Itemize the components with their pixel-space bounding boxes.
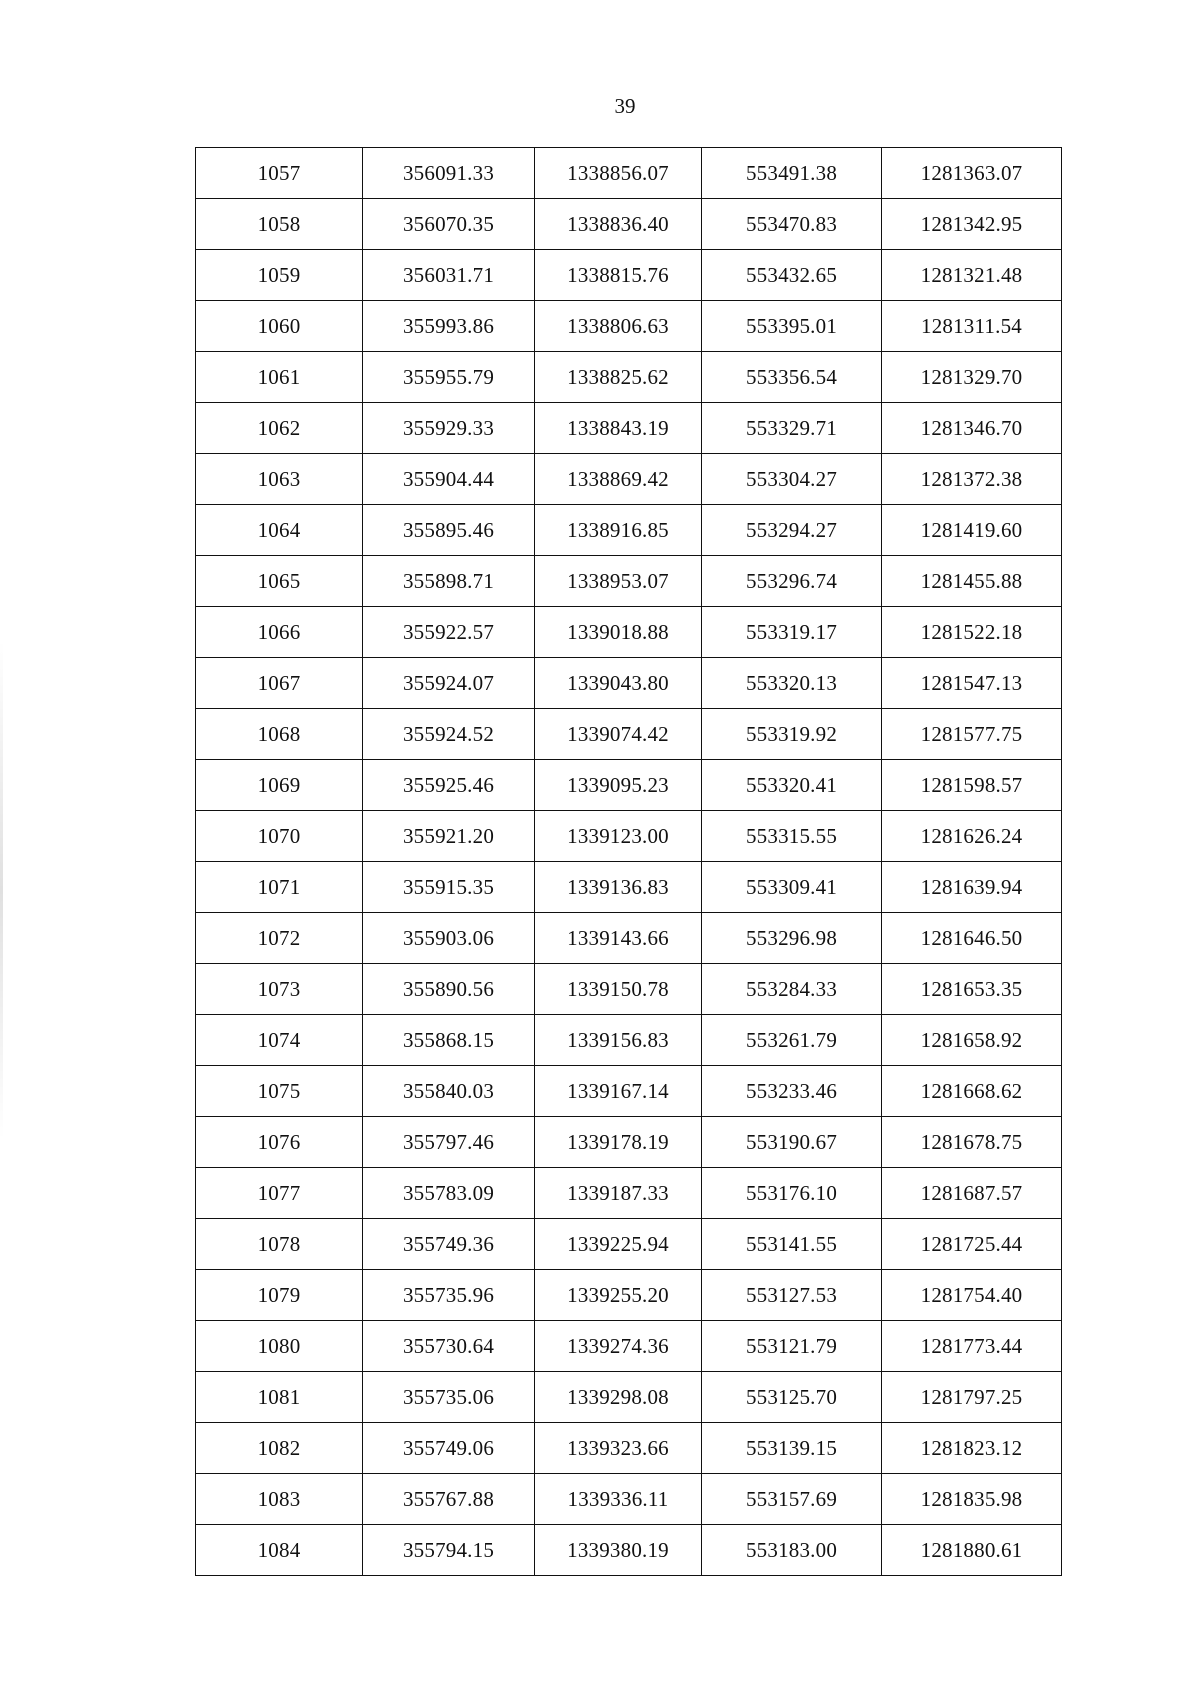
x1-cell: 355924.07 — [363, 658, 535, 709]
x2-cell: 553309.41 — [702, 862, 882, 913]
x1-cell: 355868.15 — [363, 1015, 535, 1066]
y2-cell: 1281678.75 — [882, 1117, 1062, 1168]
y1-cell: 1339136.83 — [535, 862, 702, 913]
x1-cell: 355915.35 — [363, 862, 535, 913]
point-id-cell: 1069 — [196, 760, 363, 811]
y2-cell: 1281653.35 — [882, 964, 1062, 1015]
table-row — [196, 1015, 1062, 1066]
y1-cell: 1339074.42 — [535, 709, 702, 760]
y2-cell: 1281658.92 — [882, 1015, 1062, 1066]
y2-cell: 1281687.57 — [882, 1168, 1062, 1219]
x1-cell: 355767.88 — [363, 1474, 535, 1525]
table-body — [196, 148, 1062, 1576]
y2-cell: 1281668.62 — [882, 1066, 1062, 1117]
x2-cell: 553319.17 — [702, 607, 882, 658]
table-row — [196, 760, 1062, 811]
x1-cell: 355890.56 — [363, 964, 535, 1015]
x1-cell: 355749.36 — [363, 1219, 535, 1270]
page-number: 39 — [614, 94, 636, 118]
y1-cell: 1338856.07 — [535, 148, 702, 199]
x1-cell: 355904.44 — [363, 454, 535, 505]
y2-cell: 1281311.54 — [882, 301, 1062, 352]
y2-cell: 1281455.88 — [882, 556, 1062, 607]
x2-cell: 553261.79 — [702, 1015, 882, 1066]
y1-cell: 1339323.66 — [535, 1423, 702, 1474]
x1-cell: 356091.33 — [363, 148, 535, 199]
table-row — [196, 556, 1062, 607]
point-id-cell: 1073 — [196, 964, 363, 1015]
y2-cell: 1281754.40 — [882, 1270, 1062, 1321]
point-id-cell: 1078 — [196, 1219, 363, 1270]
point-id-cell: 1068 — [196, 709, 363, 760]
table-row — [196, 505, 1062, 556]
y1-cell: 1339143.66 — [535, 913, 702, 964]
x2-cell: 553176.10 — [702, 1168, 882, 1219]
y2-cell: 1281321.48 — [882, 250, 1062, 301]
y1-cell: 1339187.33 — [535, 1168, 702, 1219]
point-id-cell: 1075 — [196, 1066, 363, 1117]
x1-cell: 355730.64 — [363, 1321, 535, 1372]
point-id-cell: 1060 — [196, 301, 363, 352]
x2-cell: 553190.67 — [702, 1117, 882, 1168]
table-row — [196, 1066, 1062, 1117]
x2-cell: 553139.15 — [702, 1423, 882, 1474]
table-row — [196, 1474, 1062, 1525]
point-id-cell: 1081 — [196, 1372, 363, 1423]
table-row — [196, 913, 1062, 964]
point-id-cell: 1076 — [196, 1117, 363, 1168]
table-row — [196, 1168, 1062, 1219]
table-row — [196, 352, 1062, 403]
table-row — [196, 964, 1062, 1015]
point-id-cell: 1064 — [196, 505, 363, 556]
y2-cell: 1281547.13 — [882, 658, 1062, 709]
y2-cell: 1281835.98 — [882, 1474, 1062, 1525]
x2-cell: 553157.69 — [702, 1474, 882, 1525]
x1-cell: 355783.09 — [363, 1168, 535, 1219]
y1-cell: 1339380.19 — [535, 1525, 702, 1576]
x2-cell: 553284.33 — [702, 964, 882, 1015]
point-id-cell: 1072 — [196, 913, 363, 964]
x2-cell: 553304.27 — [702, 454, 882, 505]
x1-cell: 355925.46 — [363, 760, 535, 811]
y1-cell: 1338843.19 — [535, 403, 702, 454]
point-id-cell: 1082 — [196, 1423, 363, 1474]
point-id-cell: 1080 — [196, 1321, 363, 1372]
x2-cell: 553356.54 — [702, 352, 882, 403]
y1-cell: 1339156.83 — [535, 1015, 702, 1066]
y2-cell: 1281646.50 — [882, 913, 1062, 964]
x2-cell: 553121.79 — [702, 1321, 882, 1372]
point-id-cell: 1057 — [196, 148, 363, 199]
y2-cell: 1281797.25 — [882, 1372, 1062, 1423]
table-row — [196, 607, 1062, 658]
x2-cell: 553233.46 — [702, 1066, 882, 1117]
y1-cell: 1339225.94 — [535, 1219, 702, 1270]
y1-cell: 1338825.62 — [535, 352, 702, 403]
point-id-cell: 1077 — [196, 1168, 363, 1219]
y1-cell: 1339178.19 — [535, 1117, 702, 1168]
y1-cell: 1339255.20 — [535, 1270, 702, 1321]
point-id-cell: 1083 — [196, 1474, 363, 1525]
x2-cell: 553294.27 — [702, 505, 882, 556]
point-id-cell: 1065 — [196, 556, 363, 607]
table-row — [196, 403, 1062, 454]
y1-cell: 1339123.00 — [535, 811, 702, 862]
x2-cell: 553296.74 — [702, 556, 882, 607]
point-id-cell: 1070 — [196, 811, 363, 862]
table-row — [196, 1270, 1062, 1321]
y1-cell: 1338953.07 — [535, 556, 702, 607]
point-id-cell: 1067 — [196, 658, 363, 709]
x1-cell: 355924.52 — [363, 709, 535, 760]
y1-cell: 1338869.42 — [535, 454, 702, 505]
table-row — [196, 199, 1062, 250]
y1-cell: 1339298.08 — [535, 1372, 702, 1423]
point-id-cell: 1063 — [196, 454, 363, 505]
y2-cell: 1281626.24 — [882, 811, 1062, 862]
x1-cell: 355749.06 — [363, 1423, 535, 1474]
x2-cell: 553491.38 — [702, 148, 882, 199]
x1-cell: 355794.15 — [363, 1525, 535, 1576]
point-id-cell: 1061 — [196, 352, 363, 403]
x1-cell: 355903.06 — [363, 913, 535, 964]
x1-cell: 355735.06 — [363, 1372, 535, 1423]
x2-cell: 553320.41 — [702, 760, 882, 811]
scan-edge-mark — [0, 640, 3, 1140]
y2-cell: 1281598.57 — [882, 760, 1062, 811]
y2-cell: 1281372.38 — [882, 454, 1062, 505]
x2-cell: 553329.71 — [702, 403, 882, 454]
y2-cell: 1281880.61 — [882, 1525, 1062, 1576]
y1-cell: 1339150.78 — [535, 964, 702, 1015]
table-row — [196, 811, 1062, 862]
y1-cell: 1339274.36 — [535, 1321, 702, 1372]
table-row — [196, 1423, 1062, 1474]
x2-cell: 553395.01 — [702, 301, 882, 352]
table-row — [196, 1117, 1062, 1168]
x1-cell: 355840.03 — [363, 1066, 535, 1117]
x1-cell: 356070.35 — [363, 199, 535, 250]
x2-cell: 553319.92 — [702, 709, 882, 760]
y1-cell: 1339336.11 — [535, 1474, 702, 1525]
point-id-cell: 1079 — [196, 1270, 363, 1321]
table-row — [196, 1321, 1062, 1372]
x1-cell: 355929.33 — [363, 403, 535, 454]
y2-cell: 1281725.44 — [882, 1219, 1062, 1270]
point-id-cell: 1062 — [196, 403, 363, 454]
x2-cell: 553127.53 — [702, 1270, 882, 1321]
y2-cell: 1281639.94 — [882, 862, 1062, 913]
point-id-cell: 1058 — [196, 199, 363, 250]
y2-cell: 1281342.95 — [882, 199, 1062, 250]
table-row — [196, 454, 1062, 505]
x1-cell: 355955.79 — [363, 352, 535, 403]
table-row — [196, 1372, 1062, 1423]
y1-cell: 1339018.88 — [535, 607, 702, 658]
x1-cell: 355797.46 — [363, 1117, 535, 1168]
x2-cell: 553320.13 — [702, 658, 882, 709]
point-id-cell: 1059 — [196, 250, 363, 301]
table-row — [196, 658, 1062, 709]
table-row — [196, 148, 1062, 199]
x2-cell: 553432.65 — [702, 250, 882, 301]
point-id-cell: 1084 — [196, 1525, 363, 1576]
table-row — [196, 250, 1062, 301]
y2-cell: 1281363.07 — [882, 148, 1062, 199]
y1-cell: 1339167.14 — [535, 1066, 702, 1117]
x1-cell: 356031.71 — [363, 250, 535, 301]
x2-cell: 553141.55 — [702, 1219, 882, 1270]
x2-cell: 553470.83 — [702, 199, 882, 250]
x2-cell: 553125.70 — [702, 1372, 882, 1423]
y1-cell: 1338815.76 — [535, 250, 702, 301]
x2-cell: 553296.98 — [702, 913, 882, 964]
x2-cell: 553183.00 — [702, 1525, 882, 1576]
table-row — [196, 1525, 1062, 1576]
x1-cell: 355993.86 — [363, 301, 535, 352]
coordinate-table — [195, 147, 1062, 1576]
x1-cell: 355898.71 — [363, 556, 535, 607]
y2-cell: 1281329.70 — [882, 352, 1062, 403]
point-id-cell: 1074 — [196, 1015, 363, 1066]
point-id-cell: 1066 — [196, 607, 363, 658]
y1-cell: 1338916.85 — [535, 505, 702, 556]
table-row — [196, 301, 1062, 352]
y1-cell: 1339043.80 — [535, 658, 702, 709]
x1-cell: 355922.57 — [363, 607, 535, 658]
y2-cell: 1281773.44 — [882, 1321, 1062, 1372]
y2-cell: 1281419.60 — [882, 505, 1062, 556]
point-id-cell: 1071 — [196, 862, 363, 913]
y2-cell: 1281346.70 — [882, 403, 1062, 454]
y1-cell: 1338836.40 — [535, 199, 702, 250]
table-row — [196, 1219, 1062, 1270]
table-row — [196, 862, 1062, 913]
y2-cell: 1281577.75 — [882, 709, 1062, 760]
y1-cell: 1338806.63 — [535, 301, 702, 352]
y2-cell: 1281522.18 — [882, 607, 1062, 658]
x1-cell: 355895.46 — [363, 505, 535, 556]
x1-cell: 355735.96 — [363, 1270, 535, 1321]
y2-cell: 1281823.12 — [882, 1423, 1062, 1474]
y1-cell: 1339095.23 — [535, 760, 702, 811]
x2-cell: 553315.55 — [702, 811, 882, 862]
x1-cell: 355921.20 — [363, 811, 535, 862]
table-row — [196, 709, 1062, 760]
